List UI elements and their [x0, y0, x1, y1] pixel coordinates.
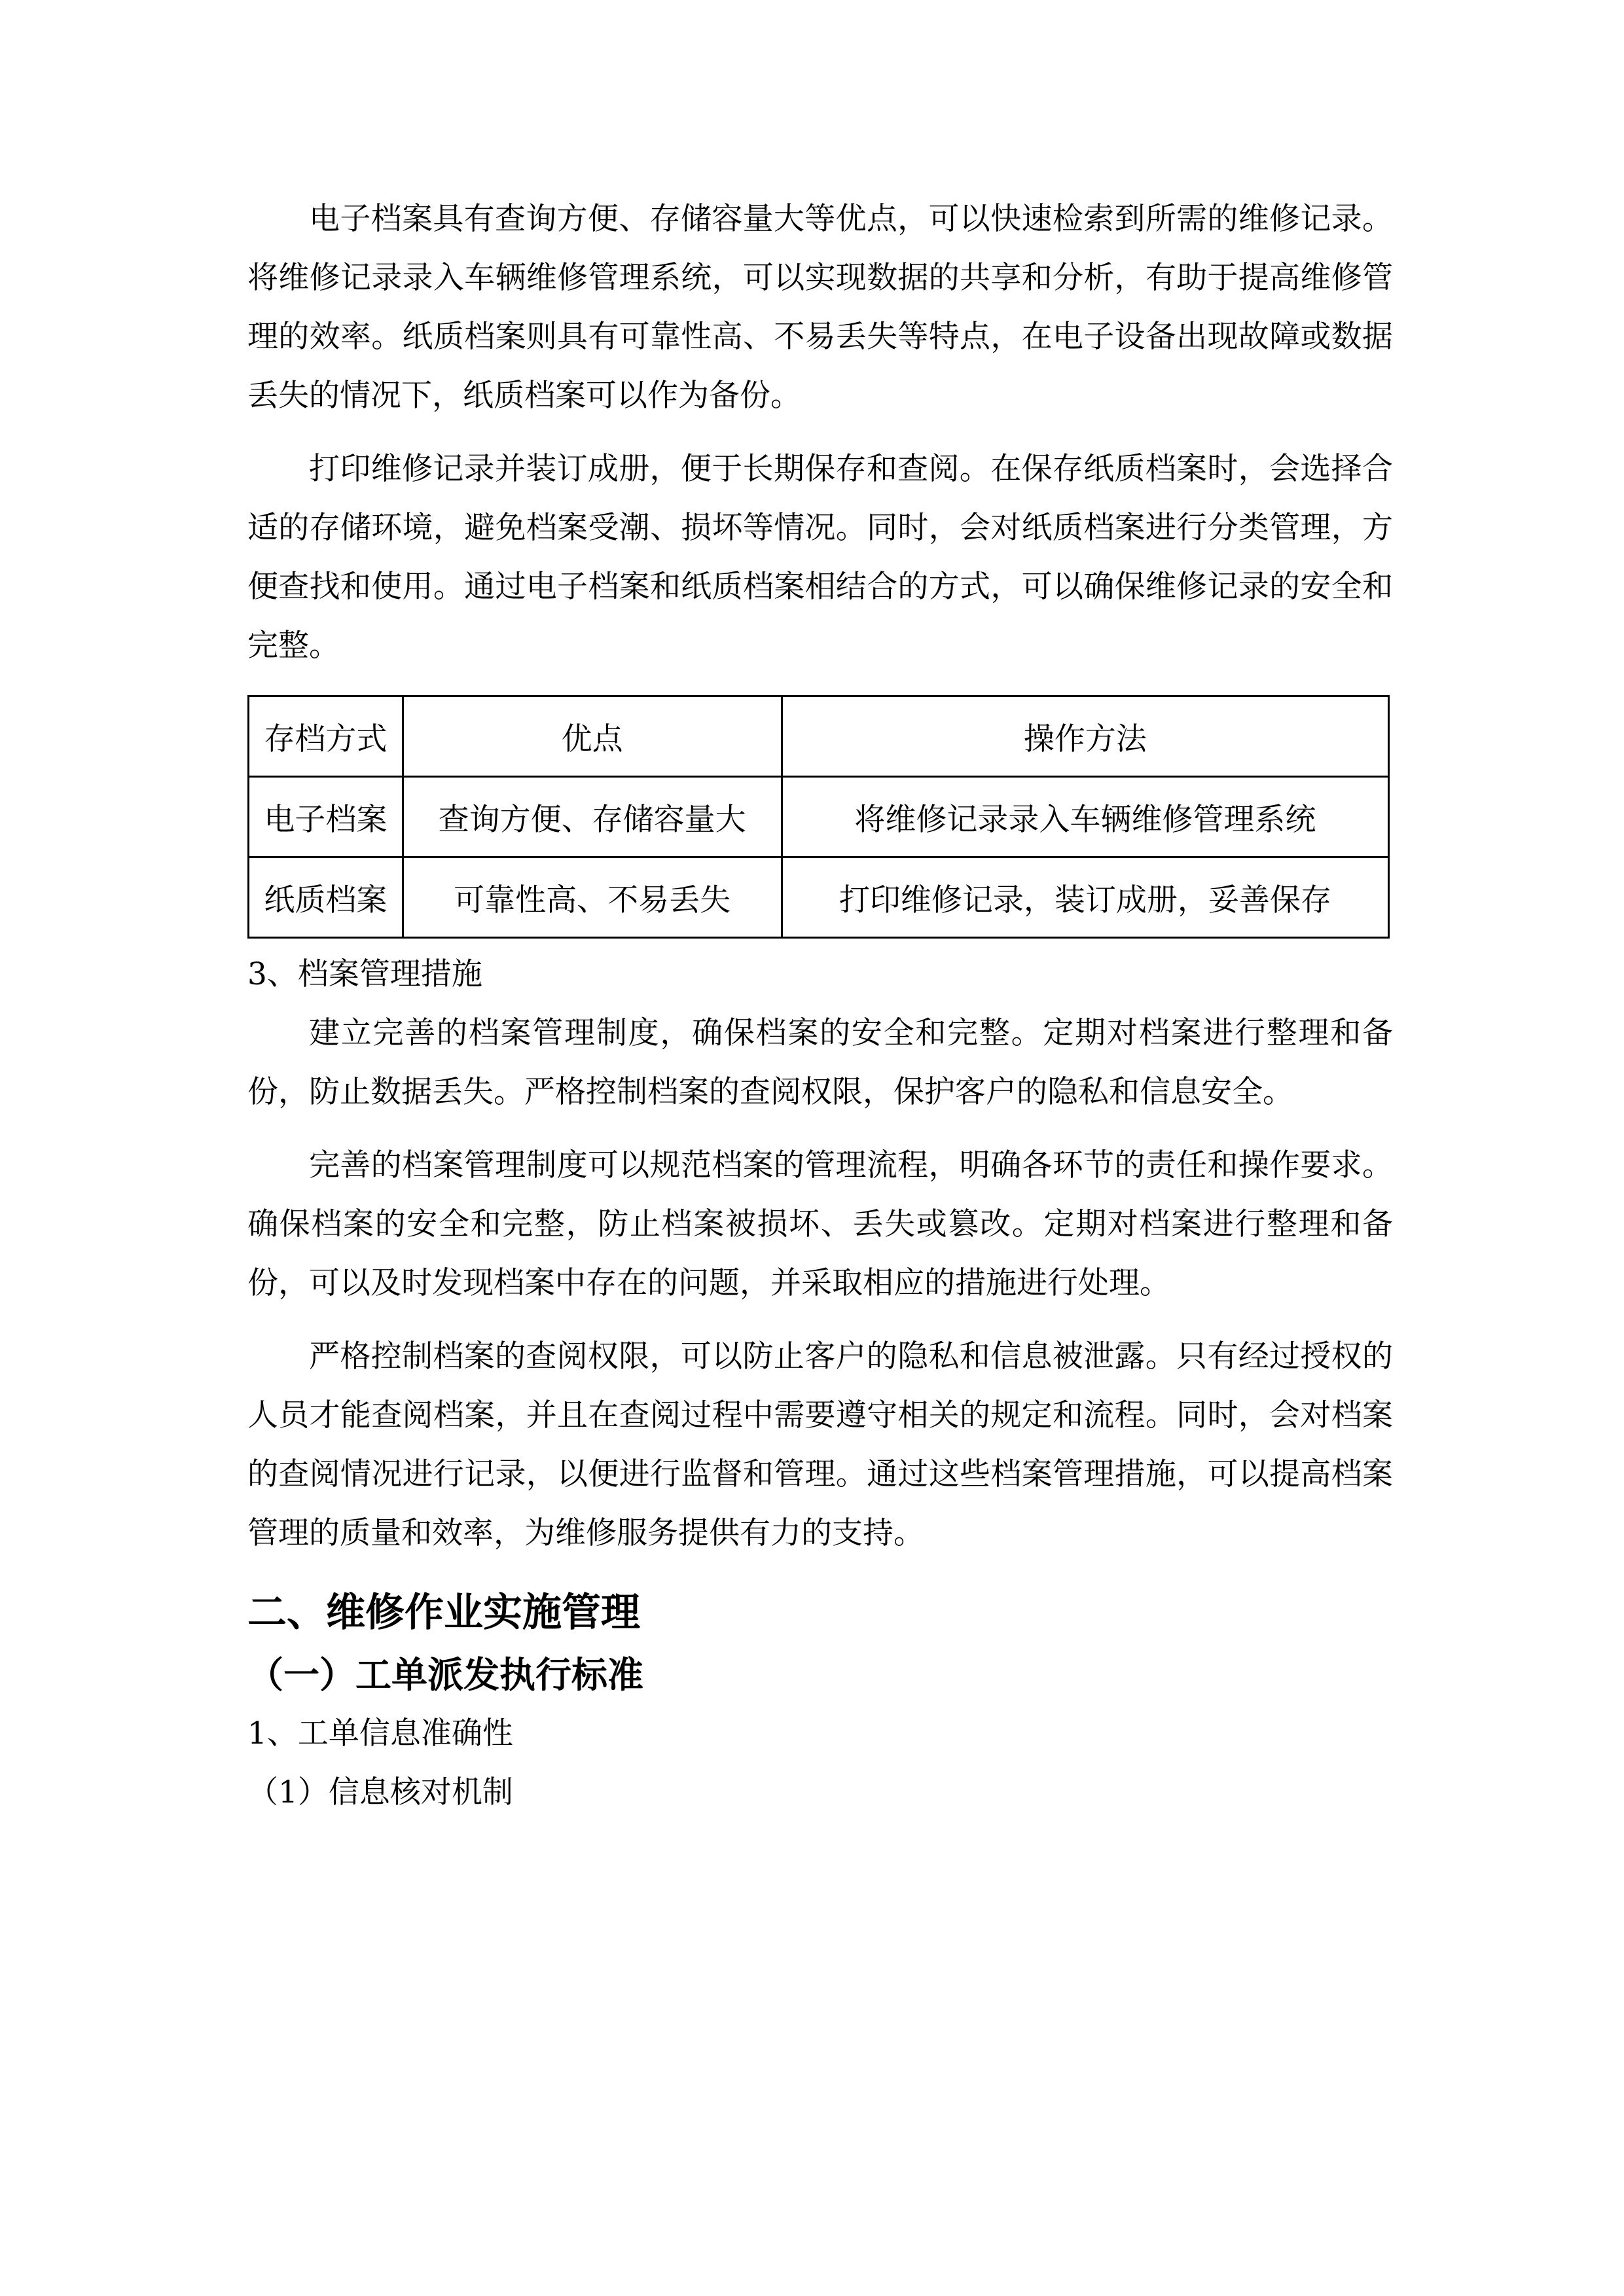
table-cell: 查询方便、存储容量大: [403, 777, 782, 857]
table-cell: 打印维修记录，装订成册，妥善保存: [782, 857, 1388, 938]
table-cell: 可靠性高、不易丢失: [403, 857, 782, 938]
table-header-cell: 操作方法: [782, 696, 1388, 777]
body-paragraph: 建立完善的档案管理制度，确保档案的安全和完整。定期对档案进行整理和备份，防止数据丢失。严格控制档案的查阅权限，保护客户的隐私和信息安全。: [247, 1015, 1393, 1110]
table-header-row: [249, 696, 1389, 777]
table-header-cell: 优点: [403, 696, 782, 777]
subitem-heading: （1）信息核对机制: [247, 1774, 513, 1810]
table-header-cell: 存档方式: [249, 696, 403, 777]
table-cell: 电子档案: [249, 777, 403, 857]
section-heading: 3、档案管理措施: [247, 956, 482, 992]
table-row: [249, 777, 1389, 857]
table-cell: 将维修记录录入车辆维修管理系统: [782, 777, 1388, 857]
body-paragraph: 打印维修记录并装订成册，便于长期保存和查阅。在保存纸质档案时，会选择合适的存储环境，避免档案受潮、损坏等情况。同时，会对纸质档案进行分类管理，方便查找和使用。通过电子档案和纸质档案相结合的方式，可以确保维修记录的安全和完整。: [247, 451, 1393, 664]
table-cell: 纸质档案: [249, 857, 403, 938]
body-paragraph: 电子档案具有查询方便、存储容量大等优点，可以快速检索到所需的维修记录。将维修记录录入车辆维修管理系统，可以实现数据的共享和分析，有助于提高维修管理的效率。纸质档案则具有可靠性高、不易丢失等特点，在电子设备出现故障或数据丢失的情况下，纸质档案可以作为备份。: [247, 201, 1393, 414]
item-heading: 1、工单信息准确性: [247, 1715, 513, 1751]
table-row: [249, 857, 1389, 938]
subsection-heading: （一）工单派发执行标准: [247, 1653, 644, 1696]
body-paragraph: 完善的档案管理制度可以规范档案的管理流程，明确各环节的责任和操作要求。确保档案的安全和完整，防止档案被损坏、丢失或篡改。定期对档案进行整理和备份，可以及时发现档案中存在的问题，并采取相应的措施进行处理。: [247, 1147, 1393, 1301]
body-paragraph: 严格控制档案的查阅权限，可以防止客户的隐私和信息被泄露。只有经过授权的人员才能查阅档案，并且在查阅过程中需要遵守相关的规定和流程。同时，会对档案的查阅情况进行记录，以便进行监督和管理。通过这些档案管理措施，可以提高档案管理的质量和效率，为维修服务提供有力的支持。: [247, 1338, 1393, 1551]
chapter-heading: 二、维修作业实施管理: [247, 1590, 640, 1636]
archive-method-table: [247, 695, 1390, 939]
document-page: [247, 190, 1393, 1822]
